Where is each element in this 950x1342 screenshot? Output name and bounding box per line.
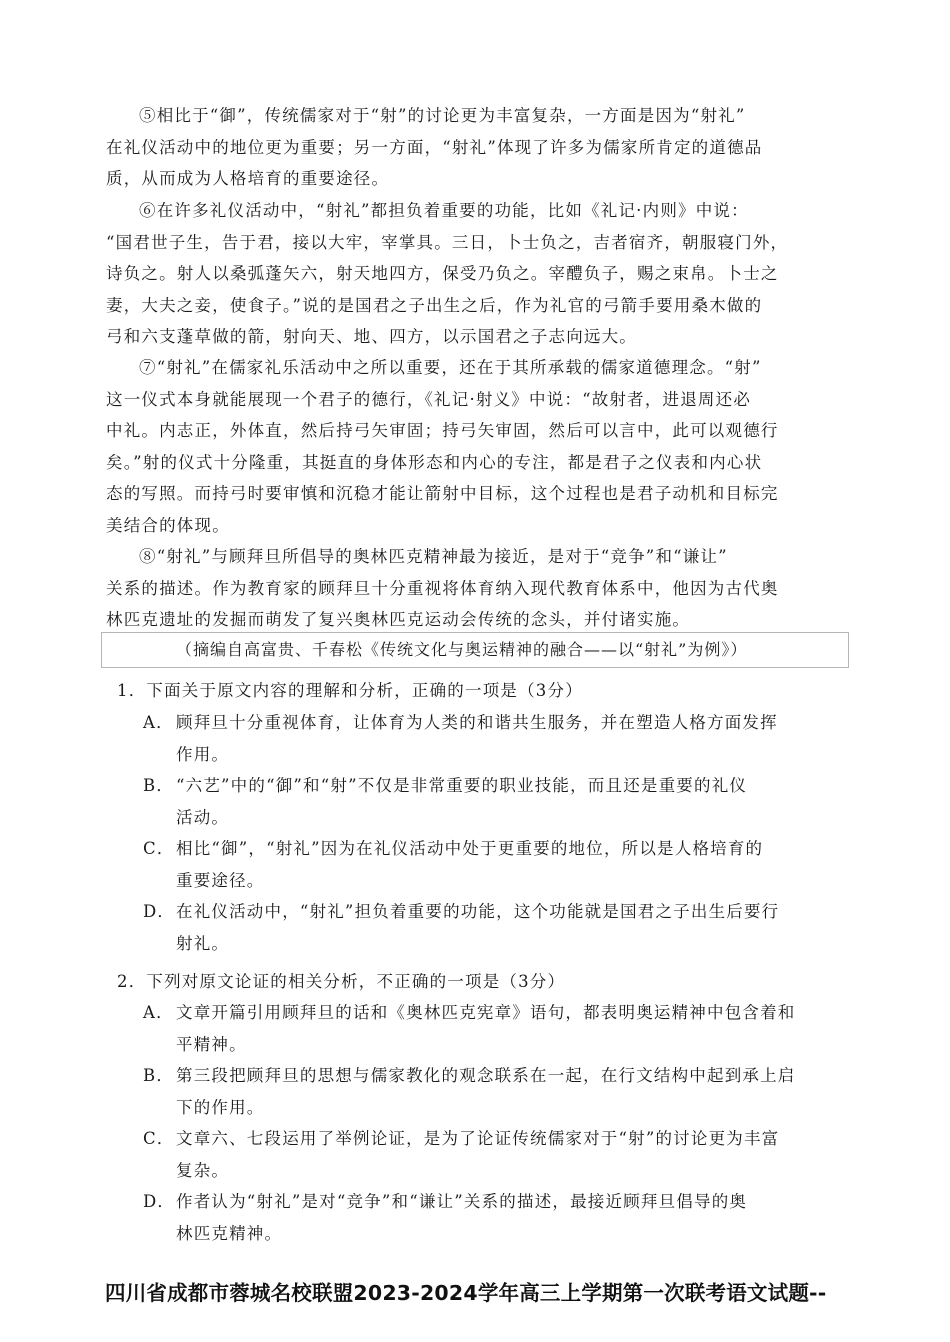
option-letter: B． bbox=[143, 1066, 175, 1085]
text-line: 在礼仪活动中的地位更为重要；另一方面，“射礼”体现了许多为儒家所肯定的道德品 bbox=[106, 137, 763, 157]
paragraph-8 bbox=[106, 541, 850, 636]
question-1-option-d[interactable] bbox=[143, 896, 853, 959]
option-letter: D． bbox=[143, 1192, 176, 1211]
option-text-line: 林匹克精神。 bbox=[176, 1223, 283, 1243]
text-line: 关系的描述。作为教育家的顾拜旦十分重视将体育纳入现代教育体系中，他因为古代奥 bbox=[106, 578, 779, 598]
option-text-line: 相比“御”，“射礼”因为在礼仪活动中处于更重要的地位，所以是人格培育的 bbox=[176, 839, 764, 858]
text-line: ⑥在许多礼仪活动中，“射礼”都担负着重要的功能，比如《礼记·内则》中说： bbox=[139, 201, 749, 220]
text-line: ⑧“射礼”与顾拜旦所倡导的奥林匹克精神最为接近，是对于“竞争”和“谦让” bbox=[139, 547, 728, 566]
text-line: 弓和六支蓬草做的箭，射向天、地、四方，以示国君之子志向远大。 bbox=[106, 327, 637, 347]
question-2-option-a[interactable] bbox=[143, 997, 853, 1060]
option-text-line: 下的作用。 bbox=[176, 1097, 265, 1117]
question-2-option-c[interactable] bbox=[143, 1123, 853, 1186]
question-1-option-c[interactable] bbox=[143, 833, 853, 896]
option-text-line: 第三段把顾拜旦的思想与儒家教化的观念联系在一起，在行文结构中起到承上启 bbox=[176, 1066, 796, 1085]
text-line: 中礼。内志正，外体直，然后持弓矢审固；持弓矢审固，然后可以言中，此可以观德行 bbox=[106, 421, 779, 441]
option-text-line: 文章六、七段运用了举例论证，是为了论证传统儒家对于“射”的讨论更为丰富 bbox=[176, 1129, 780, 1148]
option-letter: B． bbox=[143, 776, 175, 795]
option-letter: C． bbox=[143, 1129, 175, 1148]
document-footer-title: 四川省成都市蓉城名校联盟2023-2024学年高三上学期第一次联考语文试题-- bbox=[105, 1281, 827, 1305]
option-text-line: 重要途径。 bbox=[176, 870, 265, 890]
source-citation: （摘编自高富贵、千春松《传统文化与奥运精神的融合——以“射礼”为例》） bbox=[176, 640, 748, 659]
text-line: ⑦“射礼”在儒家礼乐活动中之所以重要，还在于其所承载的儒家道德理念。“射” bbox=[139, 358, 762, 377]
question-2-option-d[interactable] bbox=[143, 1186, 853, 1249]
option-text-line: 作者认为“射礼”是对“竞争”和“谦让”关系的描述，最接近顾拜旦倡导的奥 bbox=[176, 1192, 748, 1211]
option-letter: D． bbox=[143, 902, 176, 921]
text-line: 美结合的体现。 bbox=[106, 515, 230, 535]
question-1-stem: 1．下面关于原文内容的理解和分析，正确的一项是（3分） bbox=[117, 681, 583, 700]
option-text-line: 复杂。 bbox=[176, 1160, 230, 1180]
text-line: “国君世子生，告于君，接以大牢，宰掌具。三日，卜士负之，吉者宿齐，朝服寝门外， bbox=[106, 232, 789, 252]
text-line: 质，从而成为人格培育的重要途径。 bbox=[106, 169, 390, 189]
option-text-line: 活动。 bbox=[176, 807, 230, 827]
paragraph-6 bbox=[106, 195, 850, 353]
option-text-line: 文章开篇引用顾拜旦的话和《奥林匹克宪章》语句，都表明奥运精神中包含着和 bbox=[176, 1003, 796, 1022]
paragraph-7 bbox=[106, 352, 850, 542]
question-1-option-a[interactable] bbox=[143, 707, 853, 770]
option-text-line: 顾拜旦十分重视体育，让体育为人类的和谐共生服务，并在塑造人格方面发挥 bbox=[176, 713, 778, 732]
text-line: ⑤相比于“御”，传统儒家对于“射”的讨论更为丰富复杂，一方面是因为“射礼” bbox=[139, 106, 746, 125]
option-letter: A． bbox=[143, 1003, 174, 1022]
text-line: 这一仪式本身就能展现一个君子的德行，《礼记·射义》中说：“故射者，进退周还必 bbox=[106, 389, 752, 409]
option-letter: C． bbox=[143, 839, 175, 858]
text-line: 林匹克遗址的发掘而萌发了复兴奥林匹克运动会传统的念头，并付诸实施。 bbox=[106, 610, 691, 630]
option-text-line: 作用。 bbox=[176, 744, 230, 764]
paragraph-5 bbox=[106, 100, 850, 195]
question-2-option-b[interactable] bbox=[143, 1060, 853, 1123]
option-text-line: 在礼仪活动中，“射礼”担负着重要的功能，这个功能就是国君之子出生后要行 bbox=[176, 902, 780, 921]
text-line: 矣。”射的仪式十分隆重，其挺直的身体形态和内心的专注，都是君子之仪表和内心状 bbox=[106, 452, 763, 472]
option-letter: A． bbox=[143, 713, 174, 732]
question-2-stem: 2．下列对原文论证的相关分析，不正确的一项是（3分） bbox=[117, 972, 566, 991]
option-text-line: 射礼。 bbox=[176, 933, 230, 953]
text-line: 态的写照。而持弓时要审慎和沉稳才能让箭射中目标，这个过程也是君子动机和目标完 bbox=[106, 484, 779, 504]
option-text-line: “六艺”中的“御”和“射”不仅是非常重要的职业技能，而且还是重要的礼仪 bbox=[176, 776, 748, 795]
option-text-line: 平精神。 bbox=[176, 1034, 247, 1054]
text-line: 诗负之。射人以桑弧蓬矢六，射天地四方，保受乃负之。宰醴负子，赐之束帛。卜士之 bbox=[106, 264, 779, 284]
text-line: 妻，大夫之妾，使食子。”说的是国君之子出生之后，作为礼官的弓箭手要用桑木做的 bbox=[106, 295, 763, 315]
question-1-option-b[interactable] bbox=[143, 770, 853, 833]
